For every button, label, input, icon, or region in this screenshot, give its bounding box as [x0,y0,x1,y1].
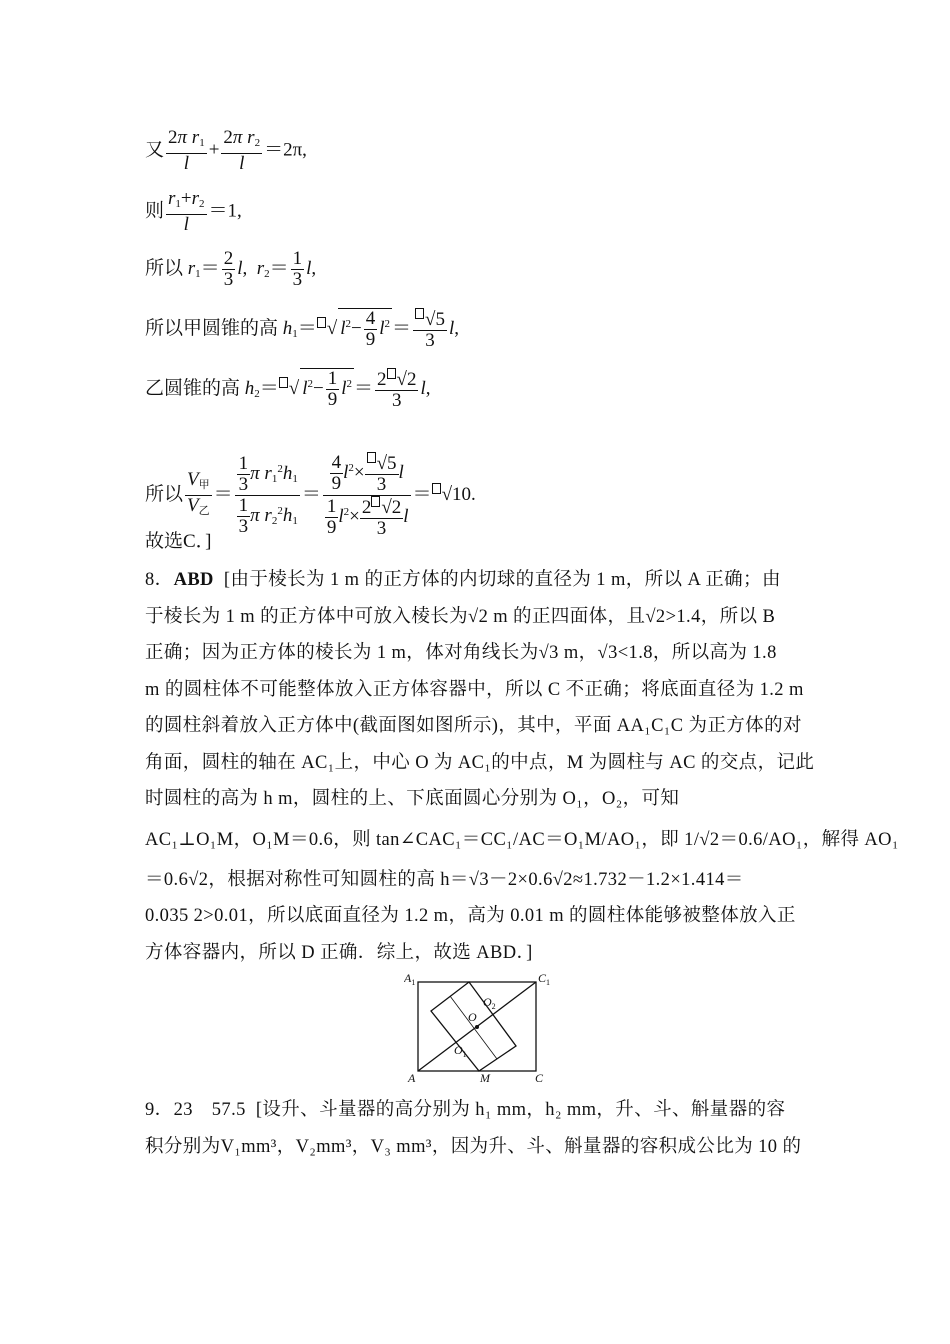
label-c: C [535,1071,544,1085]
solution-8-line-8: AC₁⊥O₁M，O₁M＝0.6，则 tan∠CAC₁＝CC₁/AC＝O₁M/AO₁，即 1/√2＝0.6/AO₁，解得 AO₁ [145,829,899,850]
cylinder-rectangle [431,982,516,1071]
solution-9 [145,1092,807,1165]
solution-8-line-11: 方体容器内，所以 D 正确．综上，故选 ABD．] [145,942,533,963]
solution-8-line-6: 角面，圆柱的轴在 AC₁上，中心 O 为 AC₁的中点，M 为圆柱与 AC 的交点，记此 [145,752,815,773]
label-o1: $O_1$ [454,1043,467,1059]
equation-line-5: 乙圆锥的高 $h_2=$ √ $l^2-$ $\frac{1}{9}$ $l^2$ ＝ $\frac{2 √2}{3}$ l, [145,368,431,411]
label-m: M [480,1071,490,1085]
equation-line-6: 所以 $\frac{V_甲}{V_乙}$ ＝ $\frac{1}{3}$ π $r_1^2h_1$ $\frac{1}{3}$ π $r_2^2h_1$ ＝ $\frac{4}{9}$ $l^2\times$ $\frac{√5}{3}$ l $\frac{1}{9}$ $l^2\times$ $\frac{2 √2}{3}$ l ＝ √10. [145,452,476,539]
solution-9-line-1: 9．23 57.5 [设升、斗量器的高分别为 h₁ mm，h₂ mm，升、斗、斛量器的容 [145,1100,786,1120]
cross-section-figure [404,968,554,1086]
solution-8-line-2: 于棱长为 1 m 的正方体中可放入棱长为√2 m 的正四面体，且√2>1.4，所以 B [145,606,776,627]
solution-8-line-1: 8．ABD [由于棱长为 1 m 的正方体的内切球的直径为 1 m，所以 A 正确；由 [145,570,781,590]
center-point-o [475,1025,479,1029]
equation-line-4: 所以甲圆锥的高 $h_1=$ √ $l^2-$ $\frac{4}{9}$ $l^2$ ＝ $\frac{√5}{3}$ l, [145,308,459,351]
label-o2: $O_2$ [483,995,496,1011]
label-a1: $A_1$ [404,971,416,987]
solution-8-line-5: 的圆柱斜着放入正方体中(截面图如图所示)，其中，平面 AA₁C₁C 为正方体的对 [145,716,802,736]
equation-line-2: 则 $\frac{r_1+r_2}{l}$ ＝1, [145,188,242,235]
equation-line-3: 所以 $r_1=$ $\frac{2}{3}$ l, $r_2=$ $\frac{1}{3}$ l, [145,248,317,290]
label-o: O [468,1010,477,1024]
solution-9-line-2: 积分别为V₁mm³，V₂mm³，V₃ mm³，因为升、斗、斛量器的容积成公比为 10 的 [145,1136,802,1157]
label-c1: $C_1$ [538,971,551,987]
equation-line-1: 又 $\frac{2\pi r_1}{l}$ + $\frac{2\pi r_2}{l}$ ＝2π, [145,127,307,174]
solution-8-line-3: 正确；因为正方体的棱长为 1 m，体对角线长为√3 m，√3<1.8，所以高为 1.8 [145,643,777,663]
solution-8-line-4: m 的圆柱体不可能整体放入正方体容器中，所以 C 不正确；将底面直径为 1.2 m [145,679,804,700]
conclusion-line: 故选C．] [145,531,212,552]
solution-8-line-9: ＝0.6√2，根据对称性可知圆柱的高 h＝√3－2×0.6√2≈1.732－1.2×1.414＝ [145,869,744,890]
label-a: A [408,1071,416,1085]
solution-8-line-10: 0.035 2>0.01，所以底面直径为 1.2 m，高为 0.01 m 的圆柱体能够被整体放入正 [145,906,796,926]
solution-8-line-7: 时圆柱的高为 h m，圆柱的上、下底面圆心分别为 O₁，O₂，可知 [145,789,680,809]
solution-8 [145,562,899,971]
